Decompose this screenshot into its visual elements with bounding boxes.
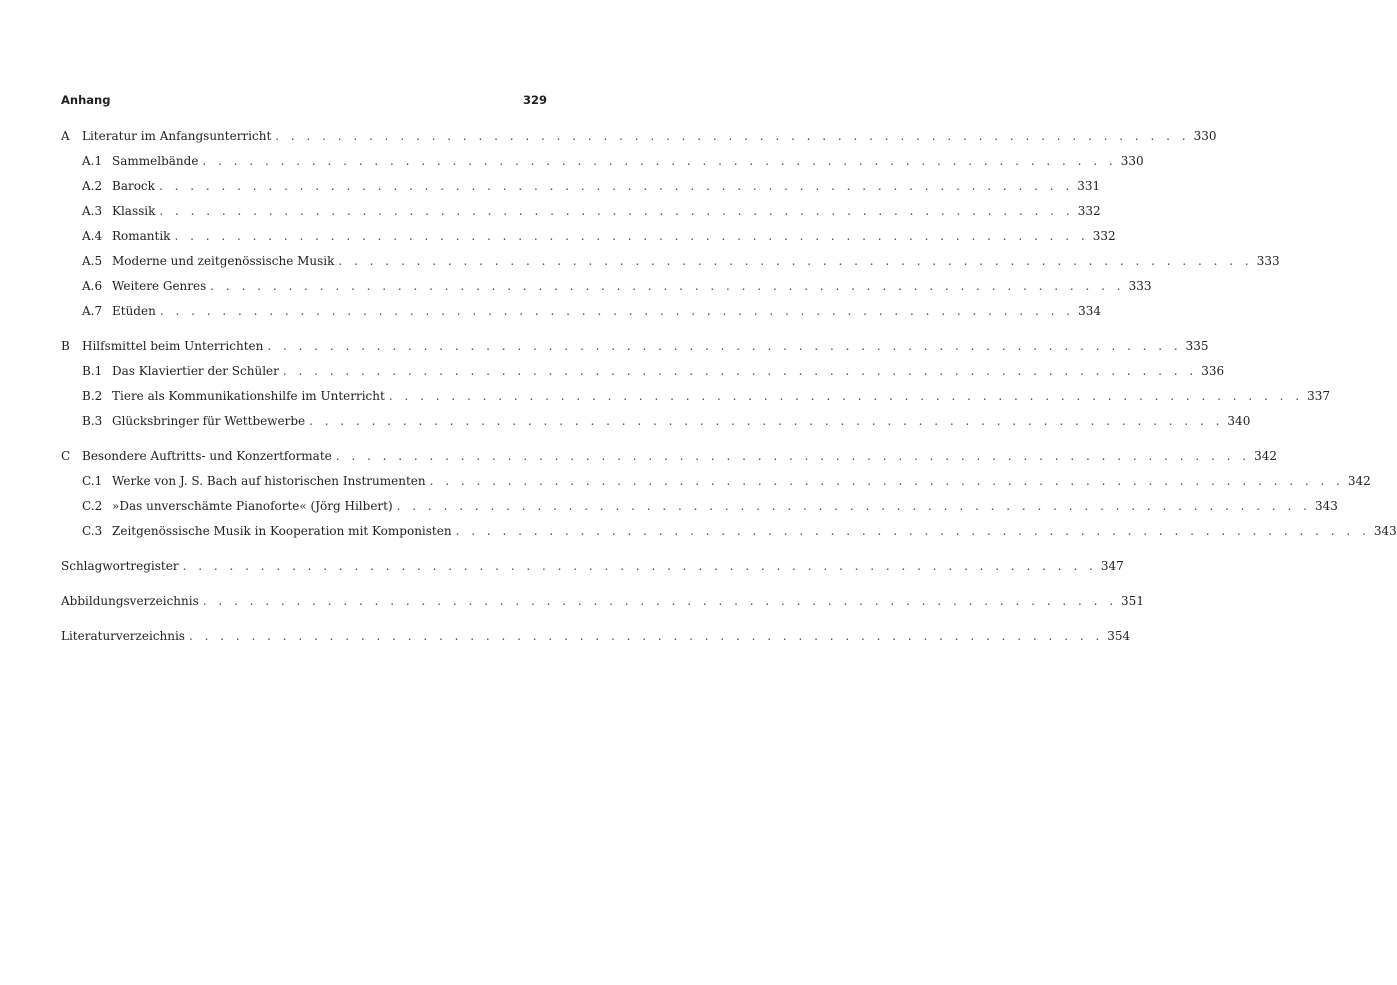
toc-section	[61, 444, 1397, 544]
toc-subsection-entry[interactable]	[61, 519, 1397, 544]
toc-entry-page: 343	[1314, 499, 1338, 513]
toc-entry-title: »Das unverschämte Pianoforte« (Jörg Hilbert)	[112, 499, 393, 513]
dot-leader: . . . . . . . . . . . . . . . . . . . . . . . . . . . . . . . . . . . . . . . . . . . . . . . . . . . . . . . . . . .	[202, 594, 1118, 608]
toc-entry-title: Literatur im Anfangsunterricht	[82, 129, 272, 143]
toc-entry-page: 332	[1092, 229, 1116, 243]
dot-leader: . . . . . . . . . . . . . . . . . . . . . . . . . . . . . . . . . . . . . . . . . . . . . . . . . . . . . . . . . . .	[282, 364, 1198, 378]
toc-subsection-entry[interactable]	[61, 224, 1116, 249]
toc-subsection-entry[interactable]	[61, 249, 1280, 274]
toc-entry-number: B	[61, 339, 70, 353]
toc-entry-page: 335	[1185, 339, 1209, 353]
toc-entry-title: Abbildungsverzeichnis	[61, 594, 199, 608]
toc-entry-title: Sammelbände	[112, 154, 199, 168]
chapter-title: Anhang	[61, 93, 111, 107]
toc-entry-number: A.6	[82, 279, 103, 293]
toc-section-entry[interactable]	[61, 124, 1217, 149]
toc-entry-page: 337	[1307, 389, 1331, 403]
toc-entry-title: Zeitgenössische Musik in Kooperation mit Komponisten	[112, 524, 452, 538]
dot-leader: . . . . . . . . . . . . . . . . . . . . . . . . . . . . . . . . . . . . . . . . . . . . . . . . . . . . . . . . . . .	[267, 339, 1182, 353]
toc-entry-page: 331	[1077, 179, 1101, 193]
toc-page	[61, 90, 1397, 659]
toc-entry-title: Glücksbringer für Wettbewerbe	[112, 414, 306, 428]
toc-section-entry[interactable]	[61, 444, 1277, 469]
toc-section	[61, 334, 1331, 434]
toc-register	[61, 624, 1131, 649]
toc-subsection-entry[interactable]	[61, 199, 1101, 224]
dot-leader: . . . . . . . . . . . . . . . . . . . . . . . . . . . . . . . . . . . . . . . . . . . . . . . . . . . . . . . . . . .	[335, 449, 1251, 463]
toc-entry-title: Besondere Auftritts- und Konzertformate	[82, 449, 332, 463]
toc-register-entry[interactable]	[61, 554, 1124, 579]
toc-entry-number: A.3	[82, 204, 103, 218]
toc-entry-page: 336	[1201, 364, 1225, 378]
toc-entry-page: 333	[1256, 254, 1280, 268]
toc-entry-page: 342	[1347, 474, 1371, 488]
toc-entry-title: Moderne und zeitgenössische Musik	[112, 254, 335, 268]
toc-entry-title: Weitere Genres	[112, 279, 207, 293]
dot-leader: . . . . . . . . . . . . . . . . . . . . . . . . . . . . . . . . . . . . . . . . . . . . . . . . . . . . . . . . . . .	[174, 229, 1089, 243]
toc-subsection-entry[interactable]	[61, 384, 1331, 409]
toc-entry-page: 347	[1100, 559, 1124, 573]
toc-entry-number: A.7	[82, 304, 103, 318]
toc-section	[61, 124, 1280, 324]
toc-subsection-entry[interactable]	[61, 409, 1251, 434]
dot-leader: . . . . . . . . . . . . . . . . . . . . . . . . . . . . . . . . . . . . . . . . . . . . . . . . . . . . . . . . . . .	[159, 204, 1074, 218]
dot-leader: . . . . . . . . . . . . . . . . . . . . . . . . . . . . . . . . . . . . . . . . . . . . . . . . . . . . . . . . . . .	[309, 414, 1224, 428]
toc-subsection-entry[interactable]	[61, 274, 1152, 299]
toc-entry-title: Hilfsmittel beim Unterrichten	[82, 339, 264, 353]
toc-entry-title: Tiere als Kommunikationshilfe im Unterricht	[112, 389, 385, 403]
toc-entry-title: Das Klaviertier der Schüler	[112, 364, 279, 378]
dot-leader: . . . . . . . . . . . . . . . . . . . . . . . . . . . . . . . . . . . . . . . . . . . . . . . . . . . . . . . . . . .	[338, 254, 1253, 268]
toc-entry-number: A.5	[82, 254, 103, 268]
toc-entry-page: 330	[1193, 129, 1217, 143]
toc-subsection-entry[interactable]	[61, 359, 1225, 384]
toc-entry-title: Barock	[112, 179, 155, 193]
toc-entry-number: C	[61, 449, 71, 463]
toc-entry-number: C.2	[82, 499, 103, 513]
toc-register	[61, 554, 1124, 579]
toc-subsection-entry[interactable]	[61, 494, 1338, 519]
toc-subsection-entry[interactable]	[61, 299, 1102, 324]
dot-leader: . . . . . . . . . . . . . . . . . . . . . . . . . . . . . . . . . . . . . . . . . . . . . . . . . . . . . . . . . . .	[388, 389, 1304, 403]
toc-entry-page: 330	[1120, 154, 1144, 168]
toc-list	[61, 124, 1397, 649]
dot-leader: . . . . . . . . . . . . . . . . . . . . . . . . . . . . . . . . . . . . . . . . . . . . . . . . . . . . . . . . . . .	[182, 559, 1097, 573]
dot-leader: . . . . . . . . . . . . . . . . . . . . . . . . . . . . . . . . . . . . . . . . . . . . . . . . . . . . . . . . . . .	[396, 499, 1311, 513]
toc-entry-title: Werke von J. S. Bach auf historischen Instrumenten	[112, 474, 426, 488]
toc-entry-title: Klassik	[112, 204, 156, 218]
toc-entry-number: B.3	[82, 414, 103, 428]
dot-leader: . . . . . . . . . . . . . . . . . . . . . . . . . . . . . . . . . . . . . . . . . . . . . . . . . . . . . . . . . . .	[202, 154, 1117, 168]
toc-entry-page: 332	[1077, 204, 1101, 218]
dot-leader: . . . . . . . . . . . . . . . . . . . . . . . . . . . . . . . . . . . . . . . . . . . . . . . . . . . . . . . . . . .	[429, 474, 1344, 488]
toc-register-entry[interactable]	[61, 624, 1131, 649]
chapter-heading	[61, 90, 547, 110]
toc-register-entry[interactable]	[61, 589, 1144, 614]
toc-entry-title: Etüden	[112, 304, 156, 318]
toc-section-entry[interactable]	[61, 334, 1209, 359]
dot-leader: . . . . . . . . . . . . . . . . . . . . . . . . . . . . . . . . . . . . . . . . . . . . . . . . . . . . . . . . . . .	[275, 129, 1190, 143]
toc-entry-number: A.2	[82, 179, 103, 193]
toc-entry-page: 354	[1107, 629, 1131, 643]
toc-subsection-entry[interactable]	[61, 174, 1101, 199]
toc-entry-number: C.1	[82, 474, 103, 488]
dot-leader: . . . . . . . . . . . . . . . . . . . . . . . . . . . . . . . . . . . . . . . . . . . . . . . . . . . . . . . . . . .	[159, 304, 1075, 318]
toc-subsection-entry[interactable]	[61, 469, 1371, 494]
toc-entry-page: 333	[1128, 279, 1152, 293]
dot-leader: . . . . . . . . . . . . . . . . . . . . . . . . . . . . . . . . . . . . . . . . . . . . . . . . . . . . . . . . . . .	[188, 629, 1104, 643]
toc-register	[61, 589, 1144, 614]
toc-entry-page: 351	[1121, 594, 1144, 608]
toc-entry-page: 334	[1078, 304, 1102, 318]
toc-entry-title: Romantik	[112, 229, 171, 243]
toc-entry-number: A.4	[82, 229, 103, 243]
toc-entry-number: A	[61, 129, 70, 143]
toc-entry-title: Literaturverzeichnis	[61, 629, 185, 643]
chapter-page-number: 329	[522, 93, 547, 107]
toc-entry-page: 343	[1373, 524, 1397, 538]
toc-entry-number: C.3	[82, 524, 103, 538]
toc-entry-number: B.1	[82, 364, 103, 378]
toc-entry-page: 340	[1227, 414, 1251, 428]
toc-entry-page: 342	[1254, 449, 1277, 463]
toc-entry-title: Schlagwortregister	[61, 559, 179, 573]
toc-entry-number: A.1	[82, 154, 103, 168]
dot-leader: . . . . . . . . . . . . . . . . . . . . . . . . . . . . . . . . . . . . . . . . . . . . . . . . . . . . . . . . . . .	[455, 524, 1370, 538]
toc-entry-number: B.2	[82, 389, 103, 403]
dot-leader: . . . . . . . . . . . . . . . . . . . . . . . . . . . . . . . . . . . . . . . . . . . . . . . . . . . . . . . . . . .	[210, 279, 1125, 293]
dot-leader: . . . . . . . . . . . . . . . . . . . . . . . . . . . . . . . . . . . . . . . . . . . . . . . . . . . . . . . . . . .	[158, 179, 1074, 193]
toc-subsection-entry[interactable]	[61, 149, 1144, 174]
